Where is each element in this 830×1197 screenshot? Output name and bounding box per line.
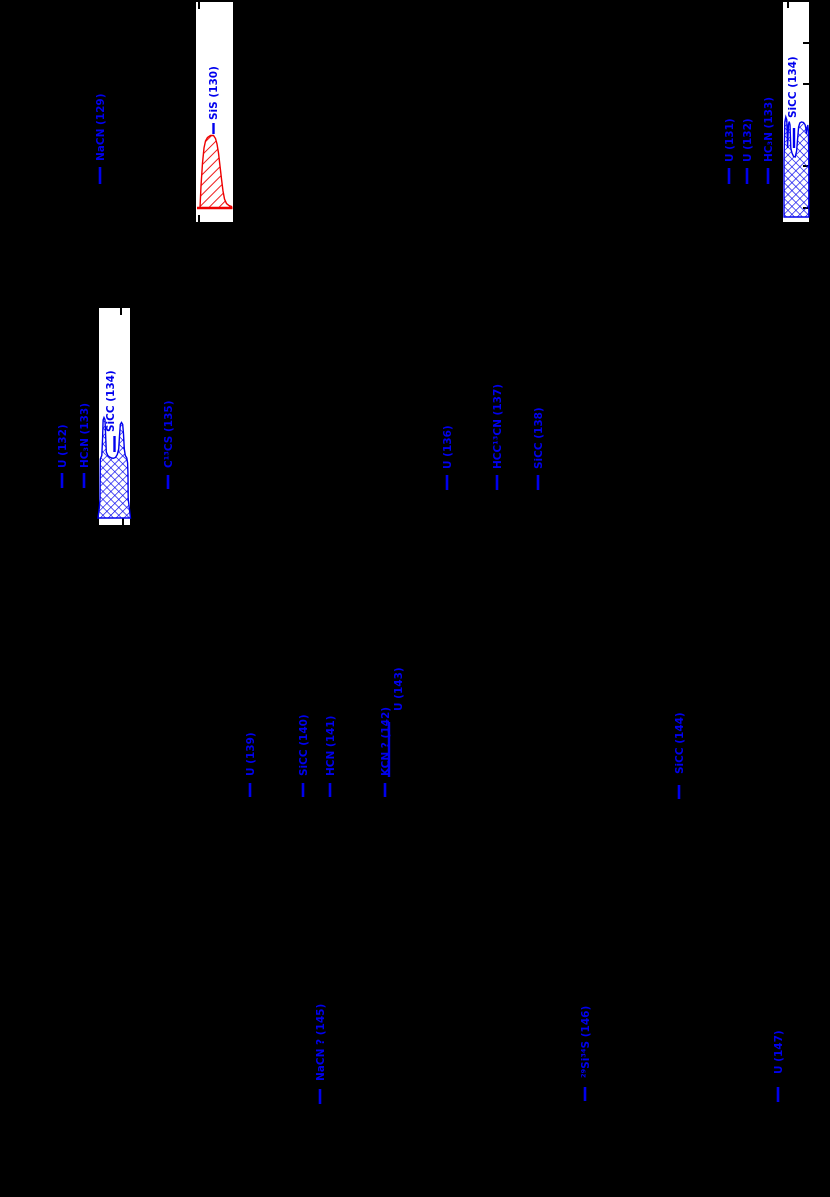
line-group-137 [492,384,504,490]
line-group-142 [380,707,392,797]
line-label-136: U (136) [442,425,455,469]
line-group-140 [298,714,310,797]
line-group-144 [674,712,686,799]
line-group-132a [742,118,754,184]
line-group-136 [442,425,454,490]
line-group-147 [773,1030,785,1102]
line-labels [57,93,785,1104]
line-label-132b: U (132) [57,424,70,468]
line-label-132a: U (132) [742,118,755,162]
line-label-137: HCC¹³CN (137) [492,383,505,469]
line-label-131: U (131) [724,118,737,162]
line-group-145 [315,1004,327,1104]
line-group-133b [79,403,91,488]
line-group-139 [245,732,257,797]
line-label-142: KCN ? (142) [380,706,393,776]
line-label-147: U (147) [773,1030,786,1074]
line-label-138: SiCC (138) [533,407,546,469]
line-group-138 [533,407,545,490]
line-group-135 [163,400,175,489]
band-label-sicc-134-b: SiCC (134) [105,370,118,432]
band-label-sicc-134-a: SiCC (134) [787,56,800,118]
line-label-141: HCN (141) [325,715,338,776]
line-group-129 [95,93,107,184]
line-label-135: C¹³CS (135) [163,400,176,468]
line-label-146: ²⁹Si³⁴S (146) [580,1005,593,1078]
band-group-sicc-134-b [98,308,131,525]
band-group-sis-130 [196,2,233,222]
line-label-129: NaCN (129) [95,93,108,161]
line-label-145: NaCN ? (145) [315,1003,328,1081]
line-group-133a [763,97,775,184]
line-label-143: U (143) [393,667,406,711]
line-label-133b: HC₃N (133) [79,402,92,468]
line-label-133a: HC₃N (133) [763,96,776,162]
line-label-139: U (139) [245,732,258,776]
band-group-sicc-134-a [783,2,810,222]
line-label-144: SiCC (144) [674,712,687,774]
line-group-146 [580,1006,592,1101]
line-group-131 [724,118,736,184]
line-group-132b [57,424,69,488]
band-label-sis-130: SiS (130) [208,66,221,120]
line-label-140: SiCC (140) [298,714,311,776]
line-group-141 [325,716,337,797]
